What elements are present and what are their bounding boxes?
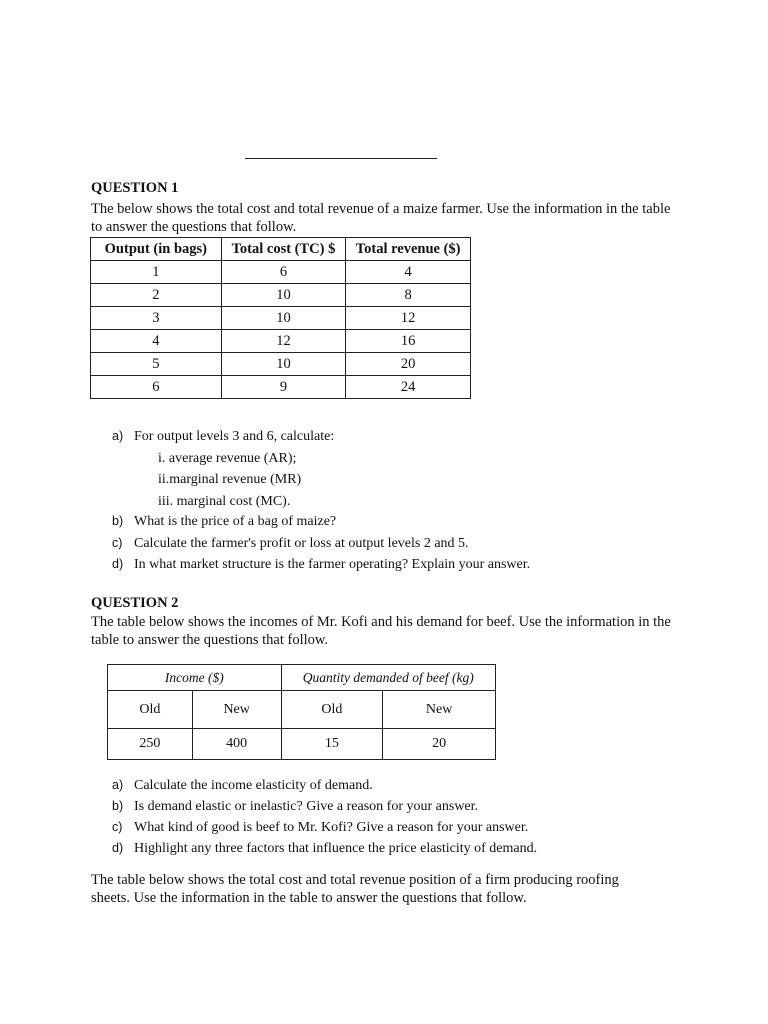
cell-total-revenue: 24 — [346, 376, 471, 399]
table-header-row — [91, 238, 471, 261]
group-header-row — [108, 665, 496, 691]
cell-total-cost: 6 — [221, 261, 346, 284]
header-quantity-new: New — [383, 691, 496, 729]
subitem: iii. marginal cost (MC). — [158, 494, 291, 509]
header-income-new: New — [192, 691, 281, 729]
header-income-old: Old — [108, 691, 193, 729]
cell-total-cost: 12 — [221, 330, 346, 353]
table-row — [91, 330, 471, 353]
header-total-revenue: Total revenue ($) — [346, 238, 471, 261]
list-marker: d) — [112, 557, 124, 571]
list-text: What kind of good is beef to Mr. Kofi? Give a reason for your answer. — [134, 820, 529, 835]
cell-income-old: 250 — [108, 729, 193, 760]
closing-paragraph: The table below shows the total cost and total revenue position of a firm producing roofing sheets. Use the information in the table to answer the questions that follow. — [91, 872, 619, 906]
cell-total-cost: 10 — [221, 307, 346, 330]
table-row — [91, 376, 471, 399]
header-quantity-old: Old — [281, 691, 383, 729]
list-text: Is demand elastic or inelastic? Give a reason for your answer. — [134, 799, 479, 814]
cell-total-cost: 10 — [221, 353, 346, 376]
cell-output: 6 — [91, 376, 222, 399]
cost-revenue-table — [90, 237, 471, 399]
cell-output: 3 — [91, 307, 222, 330]
cell-total-cost: 10 — [221, 284, 346, 307]
cell-total-revenue: 12 — [346, 307, 471, 330]
list-text: For output levels 3 and 6, calculate: — [134, 429, 335, 444]
header-output: Output (in bags) — [91, 238, 222, 261]
table-row — [91, 284, 471, 307]
list-marker: b) — [112, 514, 124, 528]
cell-total-cost: 9 — [221, 376, 346, 399]
cell-output: 4 — [91, 330, 222, 353]
list-marker: a) — [112, 778, 124, 792]
list-text: In what market structure is the farmer operating? Explain your answer. — [134, 557, 531, 572]
cell-output: 1 — [91, 261, 222, 284]
top-rule — [245, 158, 437, 159]
list-marker: b) — [112, 799, 124, 813]
cell-total-revenue: 20 — [346, 353, 471, 376]
table-row — [91, 261, 471, 284]
table-row — [91, 353, 471, 376]
table-row — [108, 729, 496, 760]
sub-header-row — [108, 691, 496, 729]
list-marker: c) — [112, 820, 123, 834]
list-text: Highlight any three factors that influence the price elasticity of demand. — [134, 841, 538, 856]
income-demand-table — [107, 664, 496, 760]
cell-quantity-new: 20 — [383, 729, 496, 760]
cell-total-revenue: 16 — [346, 330, 471, 353]
cell-total-revenue: 8 — [346, 284, 471, 307]
question-2-intro: The table below shows the incomes of Mr. Kofi and his demand for beef. Use the information in the table to answer the questions that follow. — [91, 614, 671, 648]
question-1-intro: The below shows the total cost and total revenue of a maize farmer. Use the information in the table to answer the questions that follow. — [91, 201, 671, 235]
subitem: i. average revenue (AR); — [158, 451, 297, 466]
list-text: Calculate the income elasticity of demand. — [134, 778, 373, 793]
cell-total-revenue: 4 — [346, 261, 471, 284]
list-marker: d) — [112, 841, 124, 855]
cell-output: 5 — [91, 353, 222, 376]
list-text: What is the price of a bag of maize? — [134, 514, 337, 529]
cell-income-new: 400 — [192, 729, 281, 760]
table-row — [91, 307, 471, 330]
header-income: Income ($) — [108, 665, 282, 691]
cell-output: 2 — [91, 284, 222, 307]
cell-quantity-old: 15 — [281, 729, 383, 760]
subitem: ii.marginal revenue (MR) — [158, 472, 302, 487]
question-1-title: QUESTION 1 — [91, 180, 179, 196]
list-text: Calculate the farmer's profit or loss at output levels 2 and 5. — [134, 536, 469, 551]
list-marker: c) — [112, 536, 123, 550]
question-2-title: QUESTION 2 — [91, 595, 179, 611]
header-quantity-demanded: Quantity demanded of beef (kg) — [281, 665, 495, 691]
list-marker: a) — [112, 429, 124, 443]
header-total-cost: Total cost (TC) $ — [221, 238, 346, 261]
